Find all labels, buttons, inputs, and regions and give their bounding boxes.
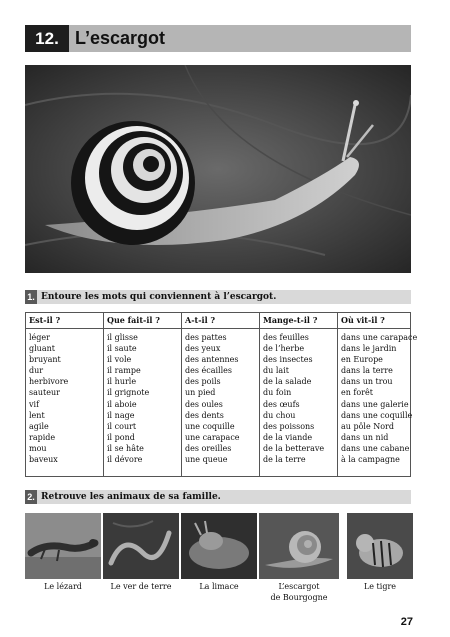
word-option[interactable]: il nage <box>107 410 135 420</box>
word-option[interactable]: dans un nid <box>341 432 389 442</box>
word-option[interactable]: des pattes <box>185 333 227 342</box>
vocabulary-table <box>25 312 418 477</box>
word-option[interactable]: des poils <box>185 377 221 387</box>
word-option[interactable]: dans le jardin <box>341 344 397 354</box>
column-est-il <box>26 313 103 476</box>
column-ou-vit-il <box>338 313 418 476</box>
exercise2-number: 2. <box>25 490 37 504</box>
tiger-photo <box>347 513 413 579</box>
animal-caption: L’escargot <box>278 582 320 591</box>
word-option[interactable]: des insectes <box>263 355 313 365</box>
word-option[interactable]: il saute <box>107 344 137 354</box>
exercise1-number: 1. <box>25 290 37 304</box>
word-option[interactable]: des antennes <box>185 355 239 365</box>
animal-card-lizard[interactable] <box>23 513 103 592</box>
column-heading: A-t-il ? <box>182 313 259 329</box>
word-option[interactable]: en Europe <box>341 355 383 365</box>
word-option[interactable]: dans une coquille <box>341 410 413 420</box>
animal-caption: Le ver de terre <box>110 582 172 591</box>
title-bar <box>25 25 411 52</box>
animal-caption-line2: de Bourgogne <box>270 593 328 602</box>
word-option[interactable]: baveux <box>29 455 58 465</box>
word-option[interactable]: en forêt <box>341 388 373 398</box>
word-option[interactable]: il dévore <box>107 455 143 465</box>
burgundy-snail-photo <box>259 513 339 579</box>
word-option[interactable]: il aboie <box>107 399 137 409</box>
word-option[interactable]: de la salade <box>263 377 312 387</box>
word-option[interactable]: rapide <box>29 432 56 442</box>
word-option[interactable]: il glisse <box>107 333 138 342</box>
word-option[interactable]: herbivore <box>29 377 69 387</box>
word-option[interactable]: du foin <box>263 388 292 398</box>
column-heading: Que fait-il ? <box>104 313 181 329</box>
word-option[interactable]: une queue <box>185 455 228 465</box>
animal-caption: La limace <box>199 582 239 591</box>
word-option[interactable]: une carapace <box>185 432 240 442</box>
word-option[interactable]: sauteur <box>29 388 60 398</box>
word-option[interactable]: du chou <box>263 410 296 420</box>
word-option[interactable]: lent <box>29 410 45 420</box>
word-option[interactable]: agile <box>29 421 49 431</box>
column-heading: Où vit-il ? <box>338 313 411 329</box>
word-option[interactable]: des écailles <box>185 366 233 376</box>
column-que-fait-il <box>104 313 181 476</box>
word-option[interactable]: des œufs <box>263 399 300 409</box>
animal-caption: Le tigre <box>363 582 397 591</box>
word-option[interactable]: dans un trou <box>341 377 393 387</box>
word-option[interactable]: de la betterave <box>263 443 325 453</box>
word-option[interactable]: il rampe <box>107 366 141 376</box>
word-option[interactable]: de la viande <box>263 432 313 442</box>
word-option[interactable]: dans une galerie <box>341 399 409 409</box>
exercise2-bar <box>25 490 411 504</box>
word-option[interactable]: dans la terre <box>341 366 393 376</box>
animal-card-earthworm[interactable] <box>101 513 181 592</box>
word-option[interactable]: il se hâte <box>107 443 144 453</box>
word-option[interactable]: bruyant <box>29 355 61 365</box>
animal-card-burgundy-snail[interactable] <box>257 513 341 603</box>
word-option[interactable]: des yeux <box>185 344 221 354</box>
slug-photo <box>181 513 257 579</box>
word-option[interactable]: du lait <box>263 366 289 376</box>
word-option[interactable]: dur <box>29 366 44 376</box>
word-option[interactable]: de l’herbe <box>263 344 305 354</box>
word-option[interactable]: des oreilles <box>185 443 232 453</box>
word-option[interactable]: des feuilles <box>263 333 309 342</box>
page-number: 27 <box>400 616 413 628</box>
word-option[interactable]: gluant <box>29 344 55 354</box>
word-option[interactable]: il vole <box>107 355 132 365</box>
chapter-number: 12. <box>25 25 69 52</box>
lizard-photo <box>25 513 101 579</box>
exercise2-instruction: Retrouve les animaux de sa famille. <box>41 492 221 502</box>
page-title: L’escargot <box>75 28 166 48</box>
word-option[interactable]: à la campagne <box>341 455 400 465</box>
word-option[interactable]: au pôle Nord <box>341 421 394 431</box>
word-option[interactable]: mou <box>29 443 47 453</box>
word-option[interactable]: une coquille <box>185 421 235 431</box>
animal-card-slug[interactable] <box>179 513 259 592</box>
column-a-t-il <box>182 313 259 476</box>
column-heading: Est-il ? <box>26 313 103 329</box>
word-option[interactable]: léger <box>29 333 50 342</box>
exercise1-bar <box>25 290 411 304</box>
word-option[interactable]: vif <box>29 399 40 409</box>
column-heading: Mange-t-il ? <box>260 313 337 329</box>
word-option[interactable]: dans une cabane <box>341 443 410 453</box>
snail-photo <box>25 65 411 273</box>
earthworm-photo <box>103 513 179 579</box>
column-mange-t-il <box>260 313 337 476</box>
word-option[interactable]: il court <box>107 421 137 431</box>
animal-card-tiger[interactable] <box>341 513 419 592</box>
word-option[interactable]: il grignote <box>107 388 150 398</box>
exercise1-instruction: Entoure les mots qui conviennent à l’escargot. <box>41 292 277 302</box>
word-option[interactable]: des dents <box>185 410 224 420</box>
word-option[interactable]: il pond <box>107 432 135 442</box>
word-option[interactable]: des oules <box>185 399 223 409</box>
word-option[interactable]: de la terre <box>263 455 306 465</box>
word-option[interactable]: un pied <box>185 388 216 398</box>
word-option[interactable]: il hurle <box>107 377 137 387</box>
animal-caption: Le lézard <box>44 582 82 591</box>
word-option[interactable]: des poissons <box>263 421 315 431</box>
word-option[interactable]: dans une carapace <box>341 333 418 342</box>
